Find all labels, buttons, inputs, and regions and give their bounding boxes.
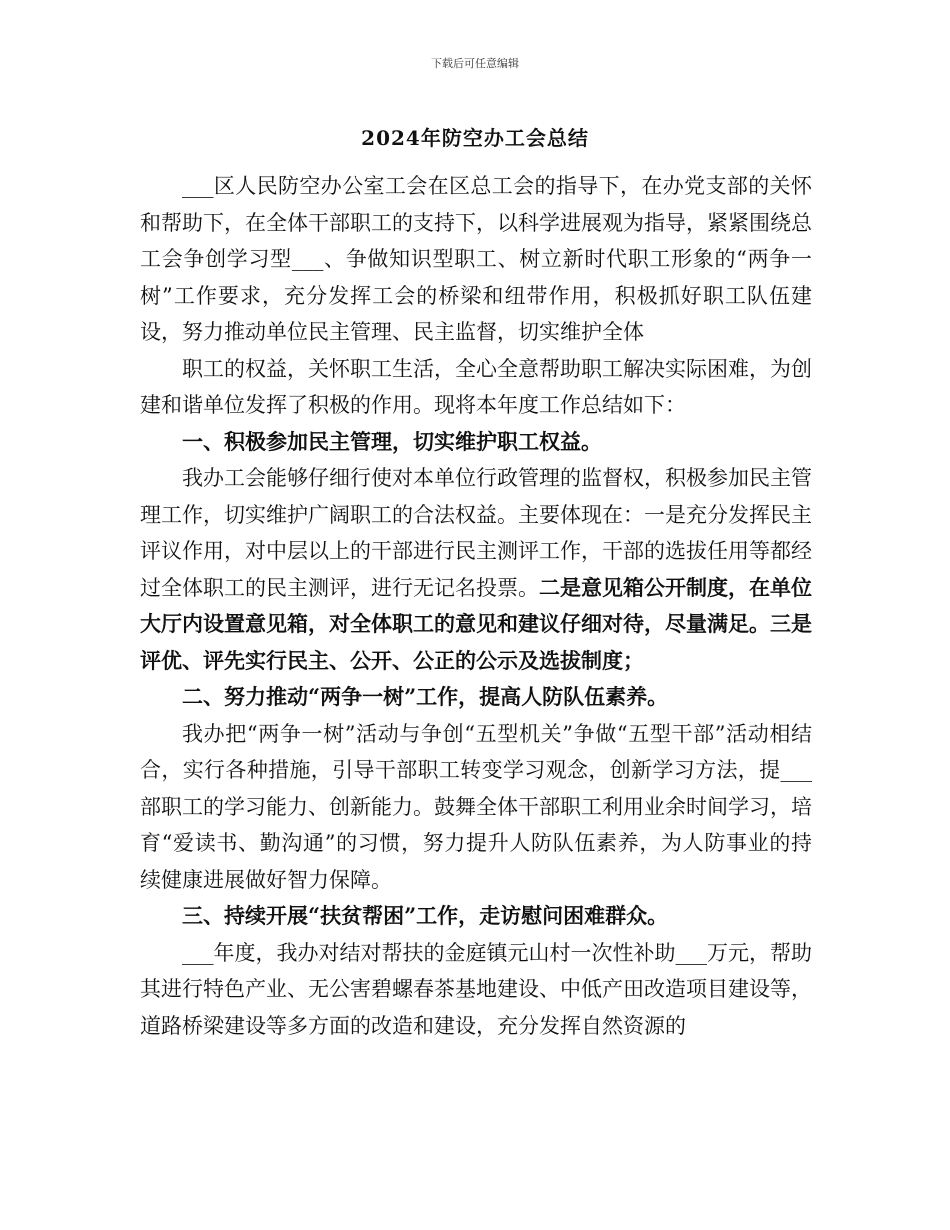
section-3-heading: 三、持续开展“扶贫帮困”工作，走访慰问困难群众。 [182,903,669,928]
document-title: 2024年防空办工会总结 [361,126,589,150]
intro-paragraph-2: 职工的权益，关怀职工生活，全心全意帮助职工解决实际困难，为创建和谐单位发挥了积极的作用。现将本年度工作总结如下： [140,356,812,417]
page-header-note: 下载后可任意编辑 [431,57,519,70]
document-body [140,168,812,1044]
section-2-paragraph: 我办把“两争一树”活动与争创“五型机关”争做“五型干部”活动相结合，实行各种措施，引导干部职工转变学习观念，创新学习方法，提___部职工的学习能力、创新能力。鼓舞全体干部职工利用业余时间学习，培育“爱读书、勤沟通”的习惯，努力提升人防队伍素养，为人防事业的持续健康进展做好智力保障。 [140,721,812,892]
intro-paragraph-1: ___区人民防空办公室工会在区总工会的指导下，在办党支部的关怀和帮助下，在全体干部职工的支持下，以科学进展观为指导，紧紧围绕总工会争创学习型___、争做知识型职工、树立新时代职工形象的“两争一树”工作要求，充分发挥工会的桥梁和纽带作用，积极抓好职工队伍建设，努力推动单位民主管理、民主监督，切实维护全体 [140,174,812,344]
section-1-bold-text: 二是意见箱公开制度，在单位大厅内设置意见箱，对全体职工的意见和建议仔细对待，尽量满足。三是评优、评先实行民主、公开、公正的公示及选拔制度； [140,574,812,673]
section-3-paragraph: ___年度，我办对结对帮扶的金庭镇元山村一次性补助___万元，帮助其进行特色产业、无公害碧螺春茶基地建设、中低产田改造项目建设等，道路桥梁建设等多方面的改造和建设，充分发挥自然资源的 [140,940,812,1038]
section-2-heading: 二、努力推动“两争一树”工作，提高人防队伍素养。 [182,684,669,709]
section-1-heading: 一、积极参加民主管理，切实维护职工权益。 [182,428,602,454]
section-1-text: 我办工会能够仔细行使对本单位行政管理的监督权，积极参加民主管理工作，切实维护广阔职工的合法权益。主要体现在：一是充分发挥民主评议作用，对中层以上的干部进行民主测评工作，干部的选拔任用等都经过全体职工的民主测评，进行无记名投票。 [140,466,812,600]
section-1-paragraph [140,460,812,679]
